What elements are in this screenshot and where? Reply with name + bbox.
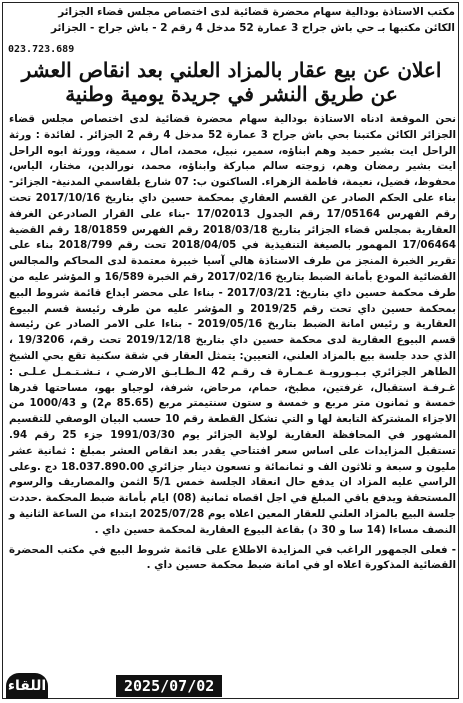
announcement-body [9, 112, 456, 574]
announcement-title [0, 58, 463, 106]
body-paragraph-main: نحن الموقعة ادناه الاستاذة بودالية سهام محضرة قضائية لدى اختصاص مجلس قضاء الجزائر الكائن مكتبنا بحي باش جراح 3 عمارة 52 مدخل 4 رقم 2 الجزائر . لفائدة : ورثة الراحل ايت بشير حميد وهم ابناؤه، سمير، نبيل، محمد، امال ، سمية، وورثة ابوه الراحل ايت بشير رمضان وهم، زوجته سالم مباركة وابناؤه، محمد، نورالدين، مختار، الياس، محفوظ، فضيل، نعيمة، فاطمة الزهراء. الساكنون ب: 07 شارع بلقاسمي المدنية- الجزائر- بناء على الحكم الصادر عن القسم العقاري بمحكمة حسين داي بتاريخ 2017/10/16 تحت رقم الفهرس 17/05164 رقم الجدول 17/02013 -بناء على القرار الصادرعن الغرفة العقارية بمجلس قضاء الجزائر بتاريخ 2018/03/18 رقم الفهرس 18/01859 رقم القضية 17/06464 المهمور بالصيغة التنفيذية في 2018/04/05 تحت رقم 2018/799 بناء على تقرير الخبرة المنجز من طرف الاستاذة هالي آسيا خبيرة معتمدة لدى المحاكم والمجالس القضائية المودع بأمانة الضبط بتاريخ 2017/02/16 رقم الخبرة 16/589 و المؤشر عليه من طرف محكمة حسين داي بتاريخ: 2017/03/21 - بناءا على محضر ايداع قائمة شروط البيع بمحكمة حسين داي تحت رقم 2019/25 و المؤشر عليه من طرف رئيسة قسم البيوع العقارية و رئيس امانة الضبط بتاريخ 2019/05/16 - بناءا على الامر الصادر عن رئيسة قسم البيوع العقارية لدى محكمة حسين داي بتاريخ 2019/12/18 تحت رقم، 19/3206 ، الذي حدد جلسة بيع بالمزاد العلني، التعيين: يتمثل العقار في شقة سكنية تقع بحي الشيخ الطاهر الجزائري بـبـوروبـة عـمـارة ف رقـم 42 الـطـابـق الارضـي ، تـشـتـمـل عـلـى : غـرفـة استقبال، غرفتين، مطبخ، حمام، مرحاض، شرفة، لوجياو بهو، مساحتها قدرها خمسة و ثمانون متر مربع و خمسة و ستون سنتيمتر مربع (85.65 م2) و 1000/43 من الاجزاء المشتركة التابعة لها و التي تشكل القطعة رقم 10 حسب البيان الوصفي للتقسيم المشهور في المحافظة العقارية لولاية الجزائر يوم 1991/03/30 جزء 25 رقم 94. تستقبل المزايدات على اساس سعر افتتاحي يقدر بعد انقاص العشر بمبلغ : ثمانية عشر مليون و سبعة و ثلاثون الف و ثمانمائة و تسعون دينار جزائري 18.037.890.00 دج .وعلى الراسي عليه المزاد ان يدفع حال انعقاد الجلسة خمس 5/1 الثمن والمصاريف والرسوم المستحقة ويدفع باقي المبلغ في اجل اقصاه ثمانية (08) ايام بأمانة ضبط المحكمة .حددت جلسة البيع بالمزاد العلني للعقار المعين اعلاه يوم 2025/07/28 ابتداء من الساعة الثانية و النصف مساءا (14 سا و 30 د) بقاعة البيوع العقارية لمحكمة حسين داي . [9, 113, 457, 536]
body-paragraph-notice: - فعلى الجمهور الراغب في المزايدة الاطلاع على قائمة شروط البيع في مكتب المحضرة القضائية المذكورة اعلاه او في امانة ضبط محكمة حسين داي . [9, 543, 456, 572]
newspaper-stamp: اللقاء [6, 673, 48, 699]
title-line-1: اعلان عن بيع عقار بالمزاد العلني بعد انقاص العشر [21, 58, 442, 82]
office-address: الكائن مكتبها بـ حي باش جراح 3 عمارة 52 مدخل 4 رقم 2 - باش جراح - الجزائر [51, 22, 455, 34]
publication-date: 2025/07/02 [116, 675, 222, 697]
title-line-2: عن طريق النشر في جريدة يومية وطنية [65, 82, 398, 106]
footer [6, 671, 456, 699]
office-header [10, 4, 455, 36]
office-phone: 023.723.689 [8, 44, 75, 55]
office-name: مكتب الاستاذة بودالية سهام محضرة قضائية لدى اختصاص مجلس قضاء الجزائر [58, 6, 455, 18]
